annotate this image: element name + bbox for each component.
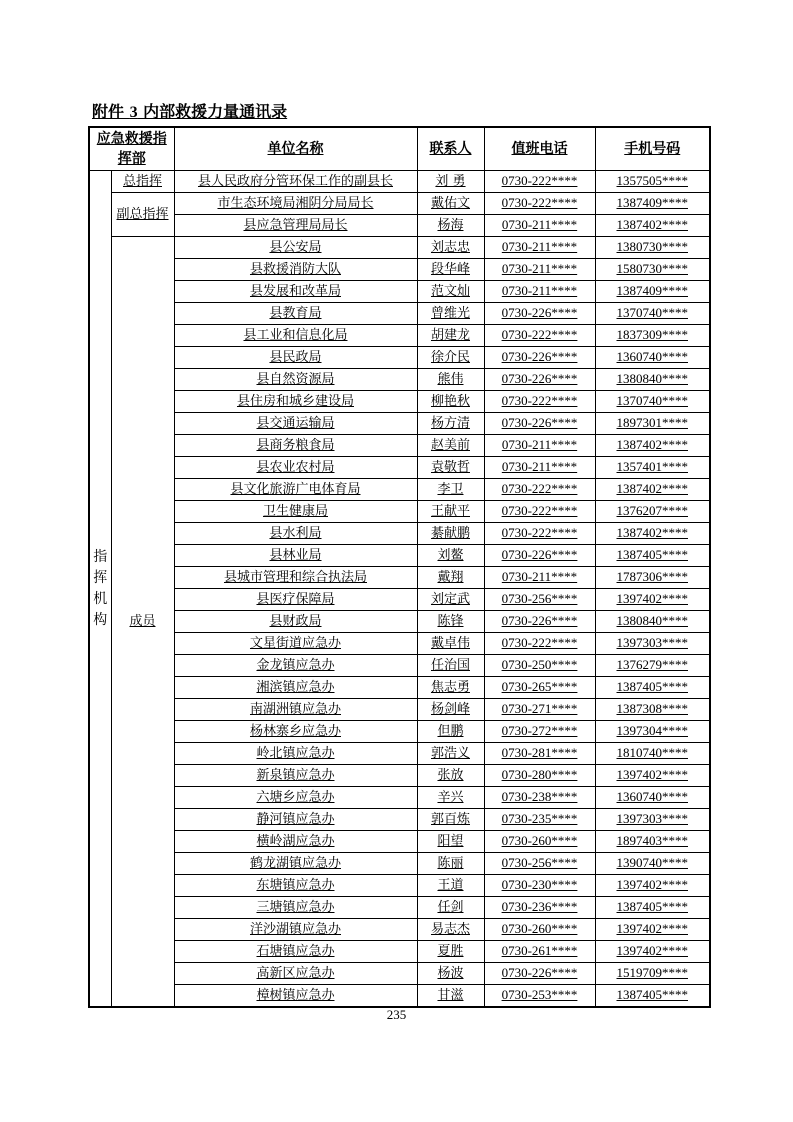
contact-cell: 刘定武 xyxy=(417,589,484,611)
contact-cell: 綦献鹏 xyxy=(417,523,484,545)
contact-cell: 段华峰 xyxy=(417,259,484,281)
mobile-cell: 1387409**** xyxy=(595,281,710,303)
mobile-cell: 1380730**** xyxy=(595,237,710,259)
mobile-cell: 1897301**** xyxy=(595,413,710,435)
unit-cell: 县应急管理局局长 xyxy=(174,215,417,237)
duty-phone-cell: 0730-253**** xyxy=(484,985,595,1008)
duty-phone-cell: 0730-222**** xyxy=(484,523,595,545)
header-unit: 单位名称 xyxy=(174,127,417,171)
duty-phone-cell: 0730-226**** xyxy=(484,413,595,435)
table-row xyxy=(89,897,710,919)
contact-cell: 阳望 xyxy=(417,831,484,853)
duty-phone-cell: 0730-261**** xyxy=(484,941,595,963)
contact-cell: 任剑 xyxy=(417,897,484,919)
unit-cell: 樟树镇应急办 xyxy=(174,985,417,1008)
duty-phone-cell: 0730-250**** xyxy=(484,655,595,677)
mobile-cell: 1387405**** xyxy=(595,985,710,1008)
unit-cell: 三塘镇应急办 xyxy=(174,897,417,919)
contact-table xyxy=(88,126,711,1008)
unit-cell: 县交通运输局 xyxy=(174,413,417,435)
table-row xyxy=(89,435,710,457)
duty-phone-cell: 0730-211**** xyxy=(484,281,595,303)
contact-cell: 刘志忠 xyxy=(417,237,484,259)
role-cell xyxy=(111,171,174,193)
table-row xyxy=(89,193,710,215)
table-row xyxy=(89,325,710,347)
role-label: 总指挥 xyxy=(122,173,162,189)
table-row xyxy=(89,699,710,721)
duty-phone-cell: 0730-235**** xyxy=(484,809,595,831)
duty-phone-cell: 0730-272**** xyxy=(484,721,595,743)
mobile-cell: 1390740**** xyxy=(595,853,710,875)
contact-cell: 戴卓伟 xyxy=(417,633,484,655)
unit-cell: 县医疗保障局 xyxy=(174,589,417,611)
table-row xyxy=(89,259,710,281)
mobile-cell: 1837309**** xyxy=(595,325,710,347)
unit-cell: 县教育局 xyxy=(174,303,417,325)
mobile-cell: 1397402**** xyxy=(595,589,710,611)
unit-cell: 东塘镇应急办 xyxy=(174,875,417,897)
unit-cell: 县住房和城乡建设局 xyxy=(174,391,417,413)
table-body xyxy=(89,171,710,1008)
unit-cell: 县财政局 xyxy=(174,611,417,633)
duty-phone-cell: 0730-211**** xyxy=(484,567,595,589)
contact-cell: 杨方清 xyxy=(417,413,484,435)
duty-phone-cell: 0730-226**** xyxy=(484,611,595,633)
mobile-cell: 1360740**** xyxy=(595,347,710,369)
title-text: 内部救援力量通讯录 xyxy=(137,102,288,121)
contact-cell: 王献平 xyxy=(417,501,484,523)
duty-phone-cell: 0730-256**** xyxy=(484,589,595,611)
mobile-cell: 1787306**** xyxy=(595,567,710,589)
table-row xyxy=(89,545,710,567)
unit-cell: 新泉镇应急办 xyxy=(174,765,417,787)
table-row xyxy=(89,303,710,325)
duty-phone-cell: 0730-256**** xyxy=(484,853,595,875)
mobile-cell: 1397402**** xyxy=(595,919,710,941)
mobile-cell: 1397303**** xyxy=(595,633,710,655)
unit-cell: 文星街道应急办 xyxy=(174,633,417,655)
contact-cell: 辛兴 xyxy=(417,787,484,809)
table-row xyxy=(89,941,710,963)
unit-cell: 南湖洲镇应急办 xyxy=(174,699,417,721)
table-header-row xyxy=(89,127,710,171)
title-prefix: 附件 xyxy=(92,102,130,121)
mobile-cell: 1387409**** xyxy=(595,193,710,215)
table-row xyxy=(89,523,710,545)
mobile-cell: 1376207**** xyxy=(595,501,710,523)
contact-cell: 杨波 xyxy=(417,963,484,985)
mobile-cell: 1370740**** xyxy=(595,303,710,325)
duty-phone-cell: 0730-271**** xyxy=(484,699,595,721)
duty-phone-cell: 0730-222**** xyxy=(484,391,595,413)
contact-cell: 焦志勇 xyxy=(417,677,484,699)
role-label: 副总指挥 xyxy=(116,206,169,222)
header-contact: 联系人 xyxy=(417,127,484,171)
mobile-cell: 1357401**** xyxy=(595,457,710,479)
unit-cell: 县工业和信息化局 xyxy=(174,325,417,347)
side-label-cell xyxy=(89,171,111,1008)
mobile-cell: 1519709**** xyxy=(595,963,710,985)
table-row xyxy=(89,809,710,831)
table-row xyxy=(89,391,710,413)
table-row xyxy=(89,479,710,501)
contact-cell: 甘滋 xyxy=(417,985,484,1008)
duty-phone-cell: 0730-226**** xyxy=(484,963,595,985)
mobile-cell: 1397402**** xyxy=(595,765,710,787)
table-row xyxy=(89,963,710,985)
table-row xyxy=(89,765,710,787)
mobile-cell: 1397303**** xyxy=(595,809,710,831)
duty-phone-cell: 0730-238**** xyxy=(484,787,595,809)
mobile-cell: 1810740**** xyxy=(595,743,710,765)
duty-phone-cell: 0730-222**** xyxy=(484,171,595,193)
duty-phone-cell: 0730-281**** xyxy=(484,743,595,765)
title-number: 3 xyxy=(129,104,138,121)
unit-cell: 市生态环境局湘阴分局局长 xyxy=(174,193,417,215)
unit-cell: 县人民政府分管环保工作的副县长 xyxy=(174,171,417,193)
contact-cell: 戴翔 xyxy=(417,567,484,589)
duty-phone-cell: 0730-230**** xyxy=(484,875,595,897)
members-label: 成员 xyxy=(129,613,156,629)
unit-cell: 六塘乡应急办 xyxy=(174,787,417,809)
unit-cell: 县民政局 xyxy=(174,347,417,369)
header-group: 应急救援指挥部 xyxy=(89,127,174,171)
contact-cell: 赵美前 xyxy=(417,435,484,457)
table-row xyxy=(89,853,710,875)
duty-phone-cell: 0730-211**** xyxy=(484,259,595,281)
mobile-cell: 1387405**** xyxy=(595,677,710,699)
table-row xyxy=(89,919,710,941)
table-row xyxy=(89,457,710,479)
contact-cell: 陈锋 xyxy=(417,611,484,633)
mobile-cell: 1580730**** xyxy=(595,259,710,281)
mobile-cell: 1387402**** xyxy=(595,215,710,237)
duty-phone-cell: 0730-222**** xyxy=(484,325,595,347)
contact-cell: 徐介民 xyxy=(417,347,484,369)
contact-cell: 王道 xyxy=(417,875,484,897)
duty-phone-cell: 0730-211**** xyxy=(484,215,595,237)
duty-phone-cell: 0730-236**** xyxy=(484,897,595,919)
unit-cell: 岭北镇应急办 xyxy=(174,743,417,765)
unit-cell: 县自然资源局 xyxy=(174,369,417,391)
contact-cell: 曾维光 xyxy=(417,303,484,325)
table-row xyxy=(89,369,710,391)
mobile-cell: 1397304**** xyxy=(595,721,710,743)
mobile-cell: 1387405**** xyxy=(595,897,710,919)
duty-phone-cell: 0730-226**** xyxy=(484,347,595,369)
table-row xyxy=(89,633,710,655)
mobile-cell: 1897403**** xyxy=(595,831,710,853)
mobile-cell: 1370740**** xyxy=(595,391,710,413)
unit-cell: 县城市管理和综合执法局 xyxy=(174,567,417,589)
header-mobile: 手机号码 xyxy=(595,127,710,171)
duty-phone-cell: 0730-222**** xyxy=(484,501,595,523)
table-row xyxy=(89,743,710,765)
unit-cell: 县发展和改革局 xyxy=(174,281,417,303)
unit-cell: 金龙镇应急办 xyxy=(174,655,417,677)
mobile-cell: 1376279**** xyxy=(595,655,710,677)
duty-phone-cell: 0730-222**** xyxy=(484,633,595,655)
table-row xyxy=(89,985,710,1008)
duty-phone-cell: 0730-226**** xyxy=(484,545,595,567)
contact-cell: 胡建龙 xyxy=(417,325,484,347)
duty-phone-cell: 0730-222**** xyxy=(484,479,595,501)
table-row xyxy=(89,787,710,809)
unit-cell: 高新区应急办 xyxy=(174,963,417,985)
unit-cell: 湘滨镇应急办 xyxy=(174,677,417,699)
role-cell xyxy=(111,193,174,237)
table-row xyxy=(89,875,710,897)
contact-cell: 夏胜 xyxy=(417,941,484,963)
contact-cell: 袁敬哲 xyxy=(417,457,484,479)
contact-cell: 易志杰 xyxy=(417,919,484,941)
unit-cell: 横岭湖应急办 xyxy=(174,831,417,853)
mobile-cell: 1387402**** xyxy=(595,479,710,501)
duty-phone-cell: 0730-260**** xyxy=(484,831,595,853)
duty-phone-cell: 0730-280**** xyxy=(484,765,595,787)
mobile-cell: 1380840**** xyxy=(595,369,710,391)
duty-phone-cell: 0730-222**** xyxy=(484,193,595,215)
table-row xyxy=(89,611,710,633)
contact-cell: 杨海 xyxy=(417,215,484,237)
duty-phone-cell: 0730-211**** xyxy=(484,435,595,457)
duty-phone-cell: 0730-226**** xyxy=(484,303,595,325)
table-row xyxy=(89,677,710,699)
table-row xyxy=(89,831,710,853)
mobile-cell: 1387308**** xyxy=(595,699,710,721)
mobile-cell: 1357505**** xyxy=(595,171,710,193)
document-title xyxy=(92,99,287,122)
contact-cell: 刘鳌 xyxy=(417,545,484,567)
mobile-cell: 1397402**** xyxy=(595,941,710,963)
duty-phone-cell: 0730-265**** xyxy=(484,677,595,699)
unit-cell: 洋沙湖镇应急办 xyxy=(174,919,417,941)
unit-cell: 鹤龙湖镇应急办 xyxy=(174,853,417,875)
contact-cell: 柳艳秋 xyxy=(417,391,484,413)
contact-cell: 但鹏 xyxy=(417,721,484,743)
contact-cell: 李卫 xyxy=(417,479,484,501)
unit-cell: 县水利局 xyxy=(174,523,417,545)
unit-cell: 县商务粮食局 xyxy=(174,435,417,457)
page-number: 235 xyxy=(386,1007,407,1022)
unit-cell: 静河镇应急办 xyxy=(174,809,417,831)
side-label: 指挥机构 xyxy=(93,548,108,628)
header-duty-phone: 值班电话 xyxy=(484,127,595,171)
members-label-cell xyxy=(111,237,174,1008)
duty-phone-cell: 0730-211**** xyxy=(484,237,595,259)
contact-cell: 张放 xyxy=(417,765,484,787)
table-row xyxy=(89,655,710,677)
duty-phone-cell: 0730-260**** xyxy=(484,919,595,941)
table-row xyxy=(89,237,710,259)
duty-phone-cell: 0730-211**** xyxy=(484,457,595,479)
mobile-cell: 1397402**** xyxy=(595,875,710,897)
unit-cell: 县文化旅游广电体育局 xyxy=(174,479,417,501)
unit-cell: 县救援消防大队 xyxy=(174,259,417,281)
contact-cell: 刘 勇 xyxy=(417,171,484,193)
unit-cell: 石塘镇应急办 xyxy=(174,941,417,963)
table-row xyxy=(89,215,710,237)
table-row xyxy=(89,281,710,303)
unit-cell: 卫生健康局 xyxy=(174,501,417,523)
mobile-cell: 1387402**** xyxy=(595,523,710,545)
contact-cell: 郭百炼 xyxy=(417,809,484,831)
contact-cell: 任治国 xyxy=(417,655,484,677)
mobile-cell: 1387402**** xyxy=(595,435,710,457)
table-row xyxy=(89,589,710,611)
contact-cell: 熊伟 xyxy=(417,369,484,391)
unit-cell: 县公安局 xyxy=(174,237,417,259)
contact-cell: 戴佑文 xyxy=(417,193,484,215)
table-row xyxy=(89,567,710,589)
table-row xyxy=(89,171,710,193)
table-row xyxy=(89,413,710,435)
mobile-cell: 1387405**** xyxy=(595,545,710,567)
mobile-cell: 1360740**** xyxy=(595,787,710,809)
mobile-cell: 1380840**** xyxy=(595,611,710,633)
table-row xyxy=(89,721,710,743)
contact-cell: 杨剑峰 xyxy=(417,699,484,721)
table-row xyxy=(89,501,710,523)
table-row xyxy=(89,347,710,369)
contact-cell: 陈丽 xyxy=(417,853,484,875)
unit-cell: 杨林寨乡应急办 xyxy=(174,721,417,743)
contact-cell: 郭浩义 xyxy=(417,743,484,765)
duty-phone-cell: 0730-226**** xyxy=(484,369,595,391)
unit-cell: 县林业局 xyxy=(174,545,417,567)
unit-cell: 县农业农村局 xyxy=(174,457,417,479)
contact-cell: 范文灿 xyxy=(417,281,484,303)
